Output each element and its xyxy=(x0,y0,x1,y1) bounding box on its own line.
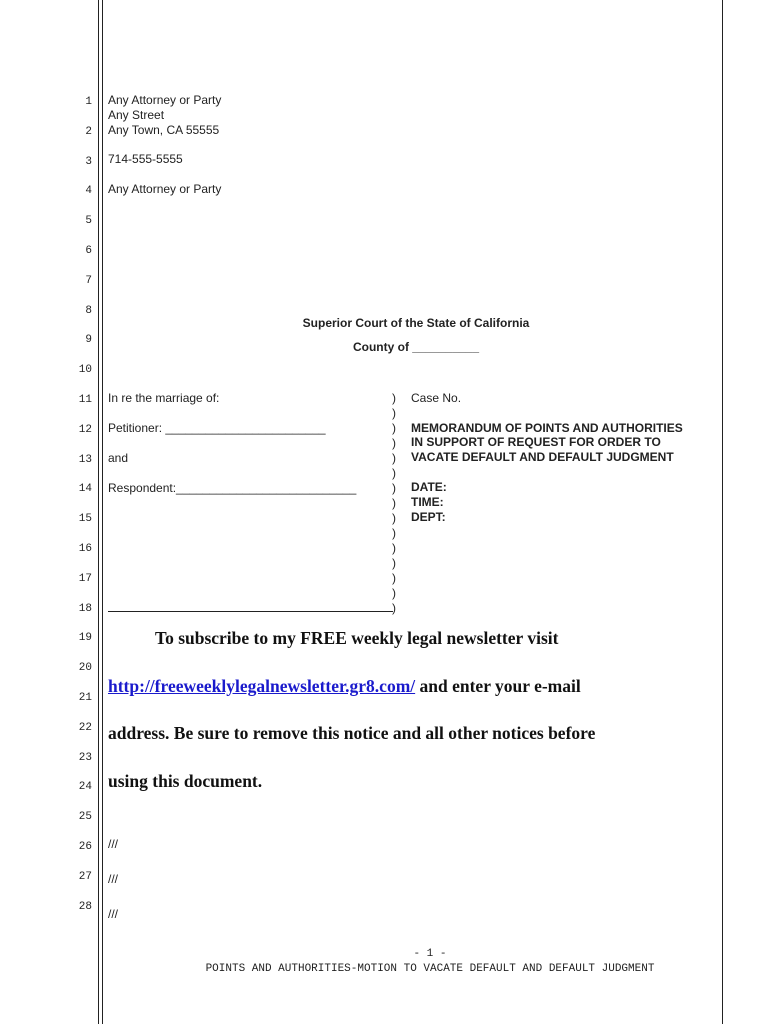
line-number: 1 xyxy=(85,96,92,108)
notice-line1: To subscribe to my FREE weekly legal newsletter visit xyxy=(155,628,559,648)
left-margin-rule-outer xyxy=(98,0,99,1024)
and-label: and xyxy=(108,451,129,465)
petitioner-line: Petitioner: ________________________ xyxy=(108,421,326,435)
right-margin-rule xyxy=(722,0,723,1024)
in-re-label: In re the marriage of: xyxy=(108,391,220,405)
line-number: 23 xyxy=(78,751,92,764)
attorney-name: Any Attorney or Party xyxy=(108,93,222,107)
line-number: 9 xyxy=(85,334,92,347)
line-number: 11 xyxy=(78,394,92,406)
respondent-line: Respondent:___________________________ xyxy=(108,481,357,495)
notice-line2 xyxy=(108,676,581,697)
left-margin-rule-inner xyxy=(102,0,103,1024)
line-number: 12 xyxy=(78,423,92,436)
notice-line4: using this document. xyxy=(108,771,263,791)
document-title-line3: VACATE DEFAULT AND DEFAULT JUDGMENT xyxy=(411,450,674,464)
caption-paren: ) xyxy=(392,451,396,465)
line-number: 16 xyxy=(78,543,92,555)
case-number-label: Case No. xyxy=(411,391,462,405)
line-number: 17 xyxy=(78,572,92,585)
caption-paren: ) xyxy=(392,571,396,585)
caption-paren: ) xyxy=(392,526,396,540)
notice-line3: address. Be sure to remove this notice and all other notices before xyxy=(108,723,596,743)
line-number: 27 xyxy=(78,870,92,883)
attorney-street: Any Street xyxy=(108,108,165,122)
notice-line2-text: and enter your e-mail xyxy=(415,676,581,696)
caption-paren: ) xyxy=(392,391,396,405)
line-number: 28 xyxy=(78,900,92,913)
line-number: 19 xyxy=(78,632,92,645)
line-number: 13 xyxy=(78,453,92,466)
line-number: 14 xyxy=(78,483,92,496)
line-number: 22 xyxy=(78,721,92,734)
line-number: 4 xyxy=(85,185,92,198)
line-number: 21 xyxy=(78,692,92,704)
caption-paren: ) xyxy=(392,496,396,510)
line-number: 24 xyxy=(78,781,92,794)
caption-paren: ) xyxy=(392,511,396,525)
line-number: 20 xyxy=(78,662,92,675)
caption-paren: ) xyxy=(392,601,396,615)
document-title-line1: MEMORANDUM OF POINTS AND AUTHORITIES xyxy=(411,421,683,435)
line-number: 25 xyxy=(78,811,92,824)
continuation-slashes-3: /// xyxy=(108,907,119,921)
continuation-slashes-2: /// xyxy=(108,872,119,886)
attorney-phone: 714-555-5555 xyxy=(108,152,183,166)
caption-bottom-rule xyxy=(108,611,393,612)
caption-paren: ) xyxy=(392,541,396,555)
line-number: 6 xyxy=(85,245,92,257)
caption-paren: ) xyxy=(392,421,396,435)
hearing-dept-label: DEPT: xyxy=(411,510,446,524)
caption-paren: ) xyxy=(392,406,396,420)
line-number: 3 xyxy=(85,155,92,168)
line-number: 7 xyxy=(85,274,92,287)
newsletter-link[interactable]: http://freeweeklylegalnewsletter.gr8.com/ xyxy=(108,676,416,696)
line-number: 2 xyxy=(85,125,92,138)
line-number: 8 xyxy=(85,304,92,317)
line-number: 15 xyxy=(78,513,92,526)
document-title-line2: IN SUPPORT OF REQUEST FOR ORDER TO xyxy=(411,435,661,449)
hearing-time-label: TIME: xyxy=(411,495,444,509)
line-number: 18 xyxy=(78,602,92,615)
continuation-slashes-1: /// xyxy=(108,837,119,851)
line-number: 10 xyxy=(78,364,92,377)
page-number: - 1 - xyxy=(413,948,447,960)
caption-paren: ) xyxy=(392,481,396,495)
hearing-date-label: DATE: xyxy=(411,480,447,494)
line-number: 5 xyxy=(85,215,92,228)
attorney-for: Any Attorney or Party xyxy=(108,182,222,196)
line-number: 26 xyxy=(78,841,92,853)
caption-paren: ) xyxy=(392,556,396,570)
caption-paren: ) xyxy=(392,466,396,480)
footer-title: POINTS AND AUTHORITIES-MOTION TO VACATE DEFAULT AND DEFAULT JUDGMENT xyxy=(205,963,655,975)
caption-paren: ) xyxy=(392,586,396,600)
attorney-city: Any Town, CA 55555 xyxy=(108,123,220,137)
caption-paren: ) xyxy=(392,436,396,450)
court-county: County of __________ xyxy=(352,340,480,354)
court-name: Superior Court of the State of California xyxy=(302,316,530,330)
